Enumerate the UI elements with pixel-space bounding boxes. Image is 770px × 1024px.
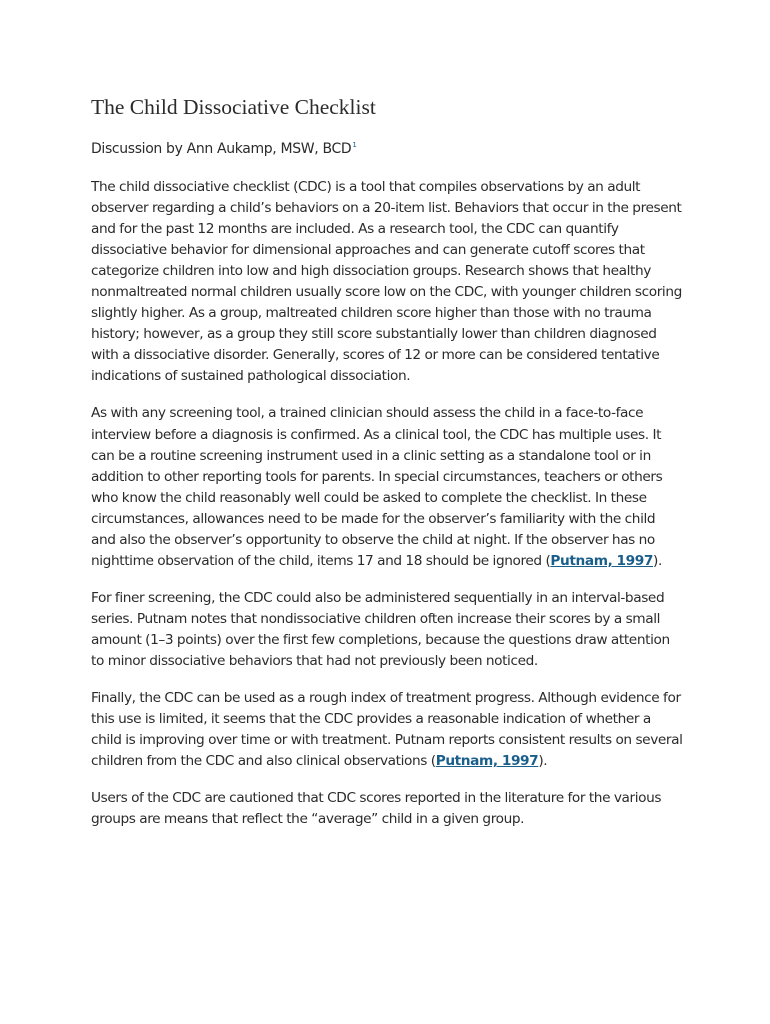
paragraph-3 [91, 588, 683, 672]
paragraph-4 [91, 688, 683, 772]
paragraph-text: The child dissociative checklist (CDC) is a tool that compiles observations by an adult observer regarding a child’s behaviors on a 20-item list. Behaviors that occur in the present and for the past 12 months are included. As a research tool, the CDC can quantify dissociative behavior for dimensional approaches and can generate cutoff scores that categorize children into low and high dissociation groups. Research shows that healthy nonmaltreated normal children usually score low on the CDC, with younger children scoring slightly higher. As a group, maltreated children score higher than those with no trauma history; however, as a group they still score substantially lower than children diagnosed with a dissociative disorder. Generally, scores of 12 or more can be considered tentative indications of sustained pathological dissociation. [91, 179, 682, 385]
paragraph-5 [91, 788, 683, 830]
footnote-marker[interactable]: 1 [352, 141, 357, 149]
paragraph-text: As with any screening tool, a trained clinician should assess the child in a face-to-face interview before a diagnosis is confirmed. As a clinical tool, the CDC has multiple uses. It can be a routine screening instrument used in a clinic setting as a standalone tool or in addition to other reporting tools for parents. In special circumstances, teachers or others who know the child reasonably well could be asked to complete the checklist. In these circumstances, allowances need to be made for the observer’s familiarity with the child and also the observer’s opportunity to observe the child at night. If the observer has no nighttime observation of the child, items 17 and 18 should be ignored ( [91, 405, 663, 569]
citation-link-putnam-1997[interactable]: Putnam, 1997 [550, 552, 654, 569]
paragraph-text-end: ). [653, 552, 662, 569]
byline [91, 135, 683, 159]
byline-text: Discussion by Ann Aukamp, MSW, BCD [91, 141, 352, 157]
paragraph-1 [91, 177, 683, 387]
paragraph-text: For finer screening, the CDC could also be administered sequentially in an interval-based series. Putnam notes that nondissociative children often increase their scores by a small amount (1–3 points) over the first few completions, because the questions draw attention to minor dissociative behaviors that had not previously been noticed. [91, 589, 670, 669]
paragraph-text: Users of the CDC are cautioned that CDC scores reported in the literature for the various groups are means that reflect the “average” child in a given group. [91, 790, 662, 828]
article-body [91, 92, 683, 830]
paragraph-text: Finally, the CDC can be used as a rough index of treatment progress. Although evidence for this use is limited, it seems that the CDC provides a reasonable indication of whether a child is improving over time or with treatment. Putnam reports consistent results on several children from the CDC and also clinical observations ( [91, 690, 683, 770]
paragraph-text-end: ). [538, 753, 548, 770]
citation-link-putnam-1997[interactable]: Putnam, 1997 [435, 753, 539, 770]
paragraph-2 [91, 403, 683, 571]
page-title: The Child Dissociative Checklist [91, 95, 376, 119]
